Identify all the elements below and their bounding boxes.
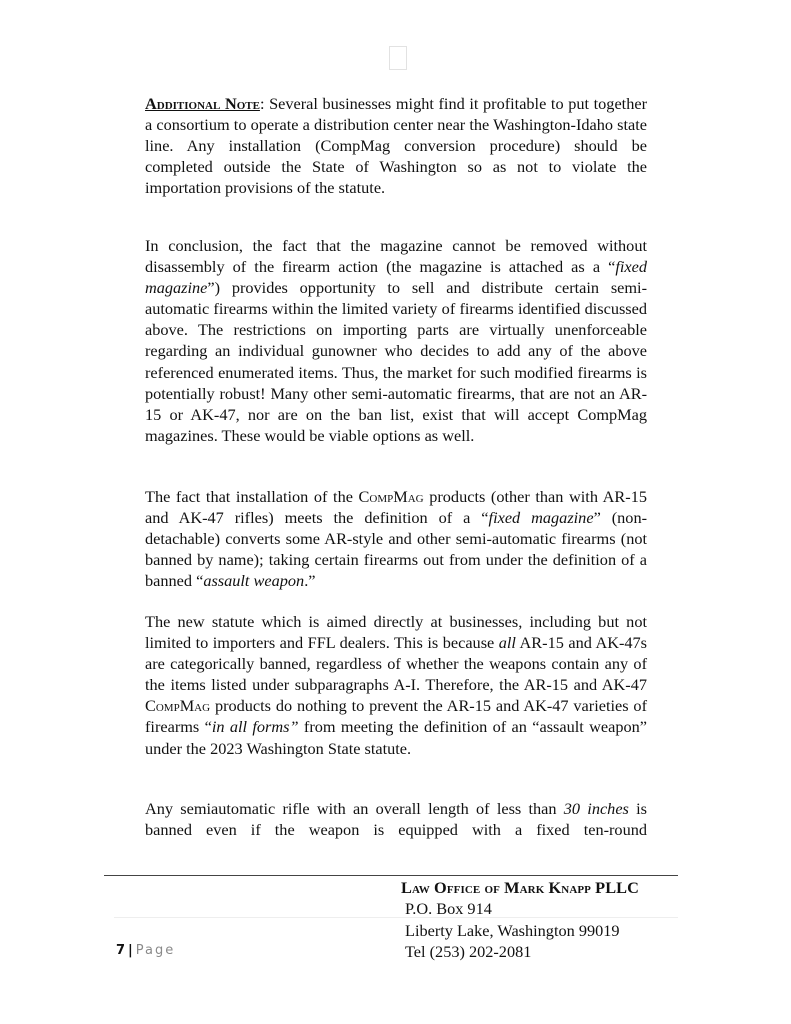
- footer-divider-light: [114, 917, 678, 918]
- additional-note-paragraph: Additional Note: Several businesses might find it profitable to put together a consortium to operate a distribution center near the Washington-Idaho state line. Any installation (CompMag conversion procedure) should be completed outside the State of Washington so as not to violate the importation provisions of the statute.: [145, 94, 647, 198]
- city-address: Liberty Lake, Washington 99019: [405, 921, 620, 940]
- statute-paragraph: The new statute which is aimed directly at businesses, including but not limited to importers and FFL dealers. This is because all AR-15 and AK-47s are categorically banned, regardless of whether the weapons contain any of the items listed under subparagraphs A-I. Therefore, the AR-15 and AK-47 CompMag products do nothing to prevent the AR-15 and AK-47 varieties of firearms “in all forms” from meeting the definition of an “assault weapon” under the 2023 Washington State statute.: [145, 612, 648, 758]
- statute-section: [145, 611, 647, 759]
- page-number: [116, 943, 175, 958]
- additional-note-section: [145, 93, 647, 198]
- page-label: Page: [135, 943, 176, 958]
- law-firm-name: Law Office of Mark Knapp PLLC: [401, 878, 639, 897]
- conclusion-paragraph: In conclusion, the fact that the magazine cannot be removed without disassembly of the firearm action (the magazine is attached as a “fixed magazine”) provides opportunity to sell and distribute certain semi-automatic firearms within the limited variety of firearms identified discussed above. The restrictions on importing parts are virtually unenforceable regarding an individual gunowner who decides to add any of the above referenced enumerated items. Thus, the market for such modified firearms is potentially robust! Many other semi-automatic firearms, that are not an AR-15 or AK-47, nor are on the ban list, exist that will accept CompMag magazines. These would be viable options as well.: [145, 236, 647, 445]
- telephone: Tel (253) 202-2081: [405, 942, 532, 961]
- length-section: [145, 798, 647, 840]
- footer-divider: [104, 875, 678, 876]
- page-separator: |: [128, 943, 133, 958]
- installation-section: [145, 486, 647, 591]
- installation-paragraph: The fact that installation of the CompMag products (other than with AR-15 and AK-47 rifles) meets the definition of a “fixed magazine” (non-detachable) converts some AR-style and other semi-automatic firearms (not banned by name); taking certain firearms out from under the definition of a banned “assault weapon.”: [145, 487, 648, 591]
- page-number-value: 7: [116, 943, 126, 958]
- po-box: P.O. Box 914: [405, 899, 492, 918]
- compmag-brand: CompMag: [358, 487, 424, 506]
- compmag-brand: CompMag: [145, 696, 211, 716]
- header-placeholder-box: [389, 46, 407, 70]
- additional-note-label: Additional Note: [145, 94, 260, 113]
- conclusion-section: [145, 235, 647, 446]
- length-paragraph: Any semiautomatic rifle with an overall length of less than 30 inches is banned even if the weapon is equipped with a fixed ten-round: [145, 799, 647, 840]
